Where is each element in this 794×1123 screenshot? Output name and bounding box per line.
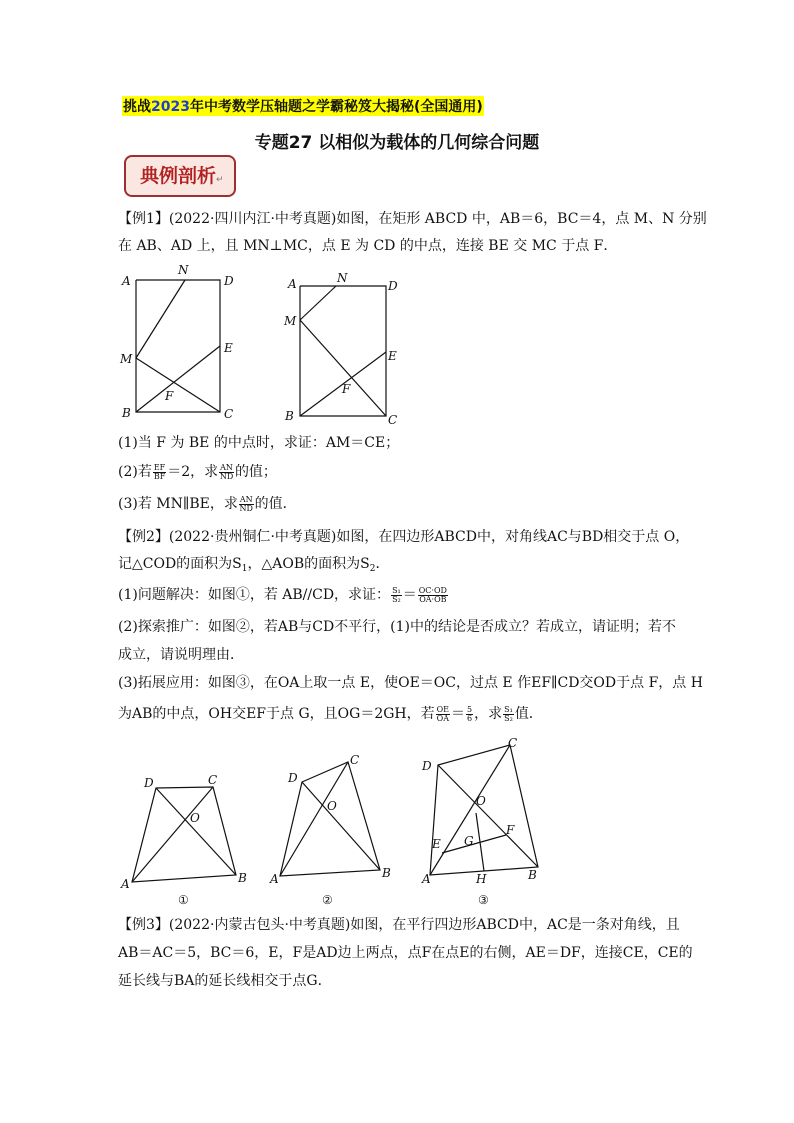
series-prefix: 挑战 xyxy=(123,99,151,115)
ex2-line2: 记△COD的面积为$S_1$，△AOB的面积为$S_2$． xyxy=(118,556,390,574)
fig4-label: A xyxy=(270,872,279,886)
fraction: $\frac{EF}{BF}$ xyxy=(153,462,166,481)
fig1-label: D xyxy=(224,274,234,288)
ex1-q1: (1)当 F 为 BE 的中点时，求证：AM＝CE； xyxy=(118,435,400,451)
fig3-label: D xyxy=(144,776,154,790)
fig1-label: A xyxy=(122,274,131,288)
fig5-label: H xyxy=(476,872,487,886)
ex2-q1: (1)问题解决：如图①，若 AB//CD，求证： $\frac{\text{S₁}}{\text{S₂}}$ ＝ $\frac{OC\cdot OD}{OA\cdot OB}$ xyxy=(118,585,447,604)
ex2-q3b: 为AB的中点，OH交EF于点 G，且OG＝2GH，若 $\frac{OE}{OA}$ ＝ $\frac{5}{6}$ ，求 $\frac{\text{S₁}}{\text{S₂}}$ 值． xyxy=(118,704,543,723)
ex1-line1: 【例1】(2022·四川内江·中考真题)如图，在矩形 ABCD 中，AB＝6，BC＝4，点 M、N 分别 xyxy=(118,211,707,227)
badge-label: 典例剖析 xyxy=(140,165,217,187)
fig5-label: D xyxy=(422,759,432,773)
fraction: $\frac{OC\cdot OD}{OA\cdot OB}$ xyxy=(418,585,447,604)
fraction: $\frac{\text{S₁}}{\text{S₂}}$ xyxy=(392,585,401,604)
fig4-label: O xyxy=(327,799,337,813)
ex2-figure-1 xyxy=(118,770,258,910)
fig4-caption: ② xyxy=(322,893,333,907)
fig5-label: C xyxy=(508,736,518,750)
fraction: $\frac{OE}{OA}$ xyxy=(436,704,450,723)
ex1-q2: (2)若 $\frac{EF}{BF}$ ＝2，求 $\frac{AN}{ND}$ 的值； xyxy=(118,462,277,481)
paragraph-mark: ↵ xyxy=(216,175,224,185)
series-suffix: 年中考数学压轴题之学霸秘笈大揭秘(全国通用) xyxy=(189,99,483,115)
series-year: 2023 xyxy=(151,99,190,115)
fig2-mc xyxy=(300,320,386,416)
fig2-label: M xyxy=(284,314,297,328)
fig4-label: D xyxy=(288,771,298,785)
fig4-diagonal-bd xyxy=(302,782,380,870)
ex2-figure-3 xyxy=(418,735,558,910)
fig3-label: O xyxy=(190,811,200,825)
fig5-label: E xyxy=(432,837,441,851)
fig2-label: F xyxy=(342,382,351,396)
fig1-rectangle xyxy=(136,280,220,412)
fig5-caption: ③ xyxy=(478,893,489,907)
fraction: $\frac{AN}{ND}$ xyxy=(239,494,253,513)
ex1-figure-1 xyxy=(118,262,248,422)
fig1-label: C xyxy=(224,407,234,421)
fig1-label: E xyxy=(224,341,233,355)
fig1-label: F xyxy=(165,389,174,403)
fig4-label: B xyxy=(382,866,391,880)
section-badge xyxy=(124,155,236,197)
ex2-q2a: (2)探索推广：如图②，若AB与CD不平行，(1)中的结论是否成立？若成立，请证明；若不 xyxy=(118,619,676,635)
fig2-rectangle xyxy=(300,286,386,416)
page-title: 专题27 以相似为载体的几何综合问题 xyxy=(254,133,540,153)
fig2-mn xyxy=(300,286,336,320)
fig5-label: G xyxy=(464,834,474,848)
fig1-mc xyxy=(136,358,220,412)
fig1-mn xyxy=(136,280,185,358)
fig1-label: B xyxy=(122,406,131,420)
fig3-label: A xyxy=(121,877,130,891)
fig2-label: C xyxy=(388,413,398,427)
ex2-q2b: 成立，请说明理由． xyxy=(118,647,244,663)
fig5-label: A xyxy=(422,872,431,886)
ex3-line2: AB＝AC＝5，BC＝6，E，F是AD边上两点，点F在点E的右侧，AE＝DF，连接CE，CE的 xyxy=(118,945,693,961)
fig1-label: N xyxy=(178,263,189,277)
fraction: $\frac{5}{6}$ xyxy=(467,704,473,723)
ex1-line2: 在 AB、AD 上，且 MN⊥MC，点 E 为 CD 的中点，连接 BE 交 MC 于点 F． xyxy=(118,238,618,254)
fraction: $\frac{AN}{ND}$ xyxy=(219,462,234,481)
fig2-label: N xyxy=(337,271,348,285)
ex3-line1: 【例3】(2022·内蒙古包头·中考真题)如图，在平行四边形ABCD中，AC是一条对角线，且 xyxy=(118,917,680,933)
ex3-line3: 延长线与BA的延长线相交于点G． xyxy=(118,973,332,989)
fig5-quadrilateral xyxy=(430,745,538,875)
fig4-label: C xyxy=(350,753,360,767)
ex2-q3a: (3)拓展应用：如图③，在OA上取一点 E，使OE＝OC，过点 E 作EF∥CD交OD于点 F，点 H xyxy=(118,675,703,691)
fig5-label: F xyxy=(506,823,515,837)
ex1-figure-2 xyxy=(284,268,414,428)
fig3-caption: ① xyxy=(178,893,189,907)
series-banner xyxy=(122,96,484,116)
fig2-label: B xyxy=(285,409,294,423)
ex1-q3: (3)若 MN∥BE，求 $\frac{AN}{ND}$ 的值． xyxy=(118,494,297,513)
fig2-label: A xyxy=(288,277,297,291)
fig5-label: B xyxy=(528,868,537,882)
fig5-ef xyxy=(442,835,506,853)
ex2-figure-2 xyxy=(268,748,398,910)
fig3-diagonal-bd xyxy=(156,788,236,875)
fig3-label: B xyxy=(238,871,247,885)
fig2-label: D xyxy=(388,279,398,293)
ex2-line1: 【例2】(2022·贵州铜仁·中考真题)如图，在四边形ABCD中，对角线AC与BD相交于点 O， xyxy=(118,529,690,545)
fig2-label: E xyxy=(388,349,397,363)
fig3-label: C xyxy=(208,773,218,787)
fraction: $\frac{\text{S₁}}{\text{S₂}}$ xyxy=(504,704,513,723)
fig5-label: O xyxy=(476,794,486,808)
fig3-quadrilateral xyxy=(132,787,236,882)
fig1-be xyxy=(136,346,220,412)
fig1-label: M xyxy=(120,352,133,366)
